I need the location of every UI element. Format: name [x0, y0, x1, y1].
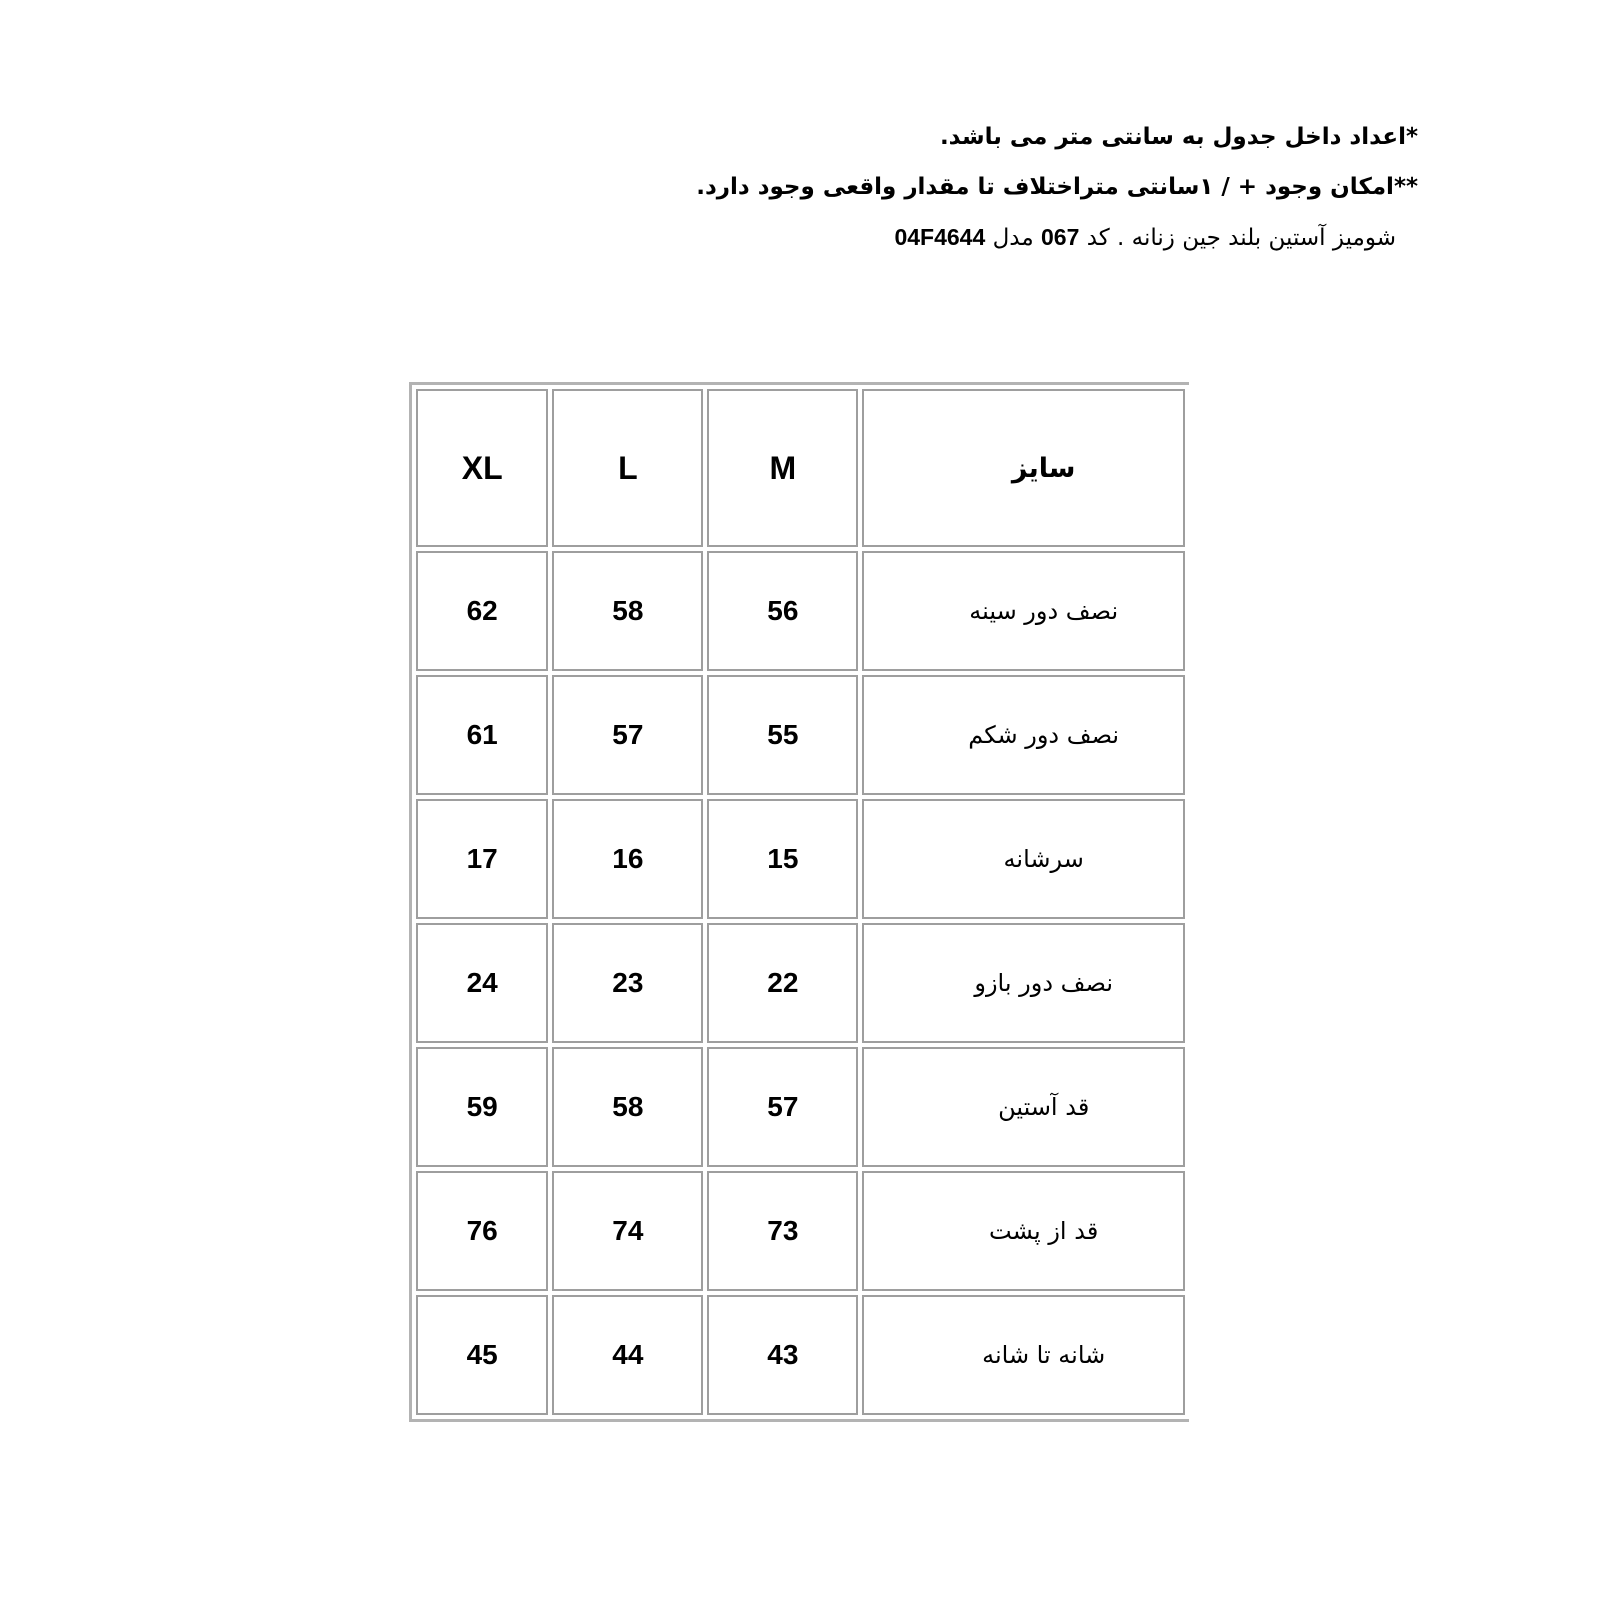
table-row — [416, 799, 1185, 919]
tolerance-note: **امکان وجود + / ۱سانتی متراختلاف تا مقدار واقعی وجود دارد. — [696, 174, 1418, 200]
value-cell-xl: 76 — [416, 1171, 548, 1291]
table-row — [416, 1047, 1185, 1167]
value-cell-l: 44 — [552, 1295, 703, 1415]
table-row — [416, 675, 1185, 795]
model-label: مدل — [992, 225, 1034, 251]
value-cell-m: 15 — [707, 799, 858, 919]
row-label: نصف دور شکم — [862, 675, 1185, 795]
row-label: قد آستین — [862, 1047, 1185, 1167]
size-header-m: M — [707, 389, 858, 547]
size-header-l: L — [552, 389, 703, 547]
model-code: 04F4644 — [894, 224, 986, 250]
value-cell-m: 56 — [707, 551, 858, 671]
value-cell-xl: 24 — [416, 923, 548, 1043]
value-cell-l: 57 — [552, 675, 703, 795]
product-title-text: شومیز آستین بلند جین زنانه . کد — [1086, 225, 1396, 251]
row-label: قد از پشت — [862, 1171, 1185, 1291]
value-cell-m: 43 — [707, 1295, 858, 1415]
value-cell-xl: 17 — [416, 799, 548, 919]
table-row — [416, 551, 1185, 671]
unit-note: *اعداد داخل جدول به سانتی متر می باشد. — [939, 124, 1418, 150]
table-row — [416, 923, 1185, 1043]
size-notes — [518, 112, 1418, 263]
product-title — [518, 212, 1396, 263]
value-cell-xl: 61 — [416, 675, 548, 795]
row-label: نصف دور بازو — [862, 923, 1185, 1043]
value-cell-l: 74 — [552, 1171, 703, 1291]
value-cell-xl: 59 — [416, 1047, 548, 1167]
size-chart-table — [409, 382, 1189, 1422]
size-header-label: سایز — [862, 389, 1185, 547]
product-code: 067 — [1041, 224, 1080, 250]
table-row — [416, 1171, 1185, 1291]
size-header-xl: XL — [416, 389, 548, 547]
value-cell-m: 57 — [707, 1047, 858, 1167]
table-header-row — [416, 389, 1185, 547]
value-cell-l: 23 — [552, 923, 703, 1043]
row-label: سرشانه — [862, 799, 1185, 919]
row-label: نصف دور سینه — [862, 551, 1185, 671]
value-cell-l: 58 — [552, 1047, 703, 1167]
value-cell-m: 73 — [707, 1171, 858, 1291]
table-row — [416, 1295, 1185, 1415]
value-cell-l: 16 — [552, 799, 703, 919]
value-cell-m: 22 — [707, 923, 858, 1043]
value-cell-xl: 45 — [416, 1295, 548, 1415]
value-cell-l: 58 — [552, 551, 703, 671]
value-cell-m: 55 — [707, 675, 858, 795]
value-cell-xl: 62 — [416, 551, 548, 671]
row-label: شانه تا شانه — [862, 1295, 1185, 1415]
